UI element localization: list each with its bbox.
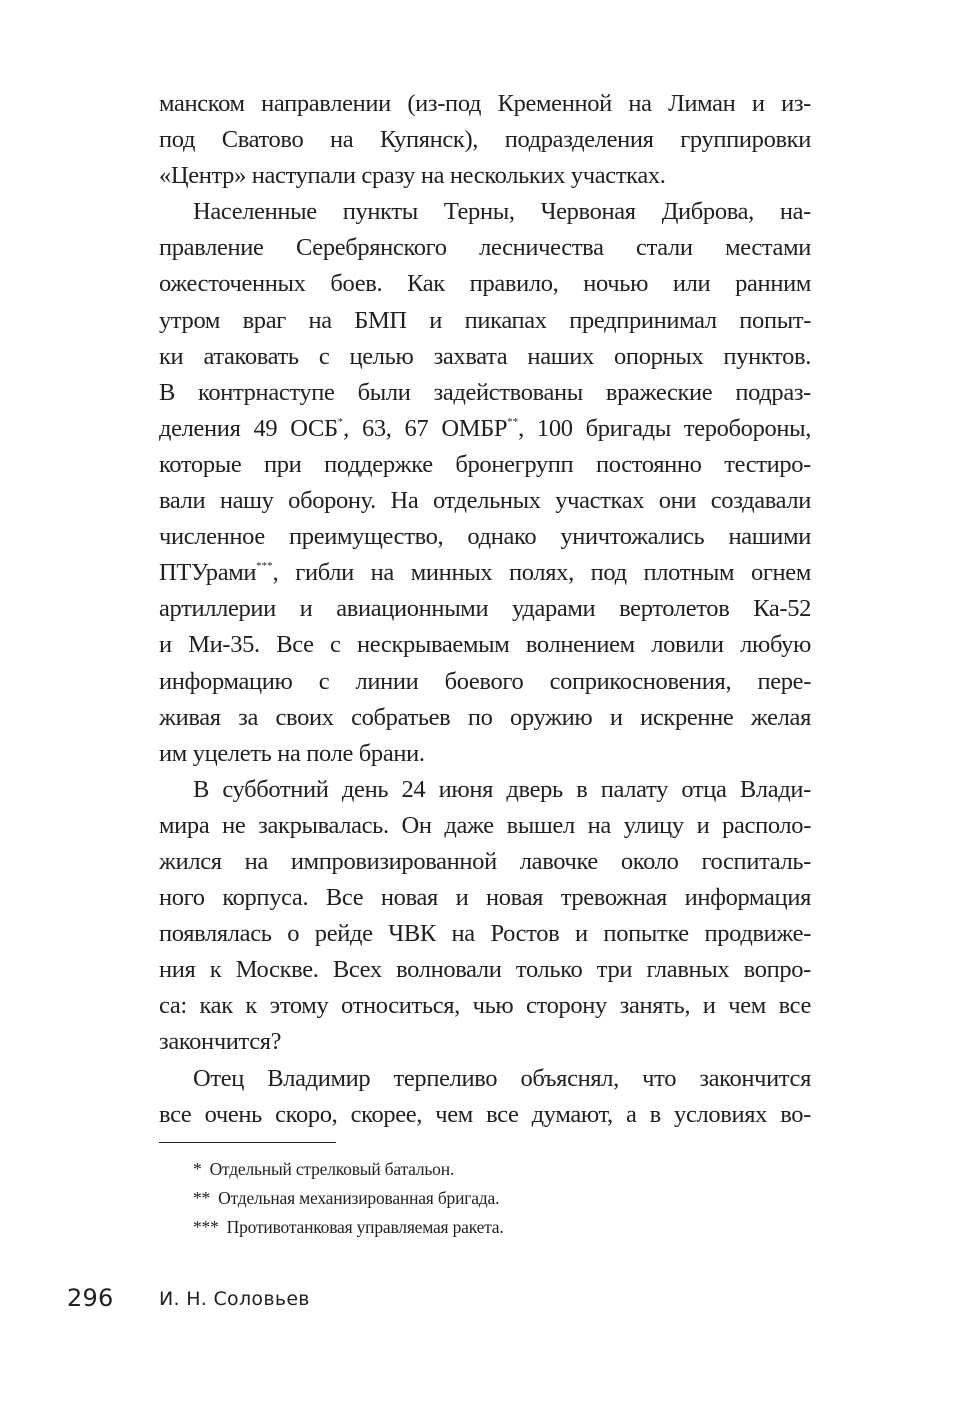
paragraph-1 [159,86,811,194]
text-line: ного корпуса. Все новая и новая тревожная информация [159,884,811,912]
text-line-with-footnote [159,555,811,591]
text-line: Населенные пункты Терны, Червоная Диброва, на- [193,198,811,226]
text-line: манском направлении (из-под Кременной на Лиман и из- [159,90,811,117]
page-number: 296 [67,1284,114,1312]
text-line: правление Серебрянского лесничества стали местами [159,234,811,262]
paragraph-2 [159,194,811,772]
footnote-3 [193,1213,504,1242]
text-line: Отец Владимир терпеливо объяснял, что закончится [193,1064,811,1092]
page-body [159,86,811,1133]
text-line: ния к Москве. Всех волновали только три главных вопро- [159,956,811,984]
footnote-mark: * [193,1159,202,1179]
text-line: В субботний день 24 июня дверь в палату отца Влади- [193,775,811,803]
text-line: жился на импровизированной лавочке около госпиталь- [159,847,811,875]
footnote-ref-2[interactable]: ** [507,415,519,428]
text-line: все очень скоро, скорее, чем все думают, а в условиях во- [159,1100,811,1128]
running-head-author: И. Н. Соловьев [159,1288,310,1310]
text-line: им уцелеть на поле брани. [159,739,425,767]
text-line: ки атаковать с целью захвата наших опорных пунктов. [159,342,811,370]
text-line: са: как к этому относиться, чью сторону занять, и чем все [159,992,811,1020]
text-run: , 100 бригады теробороны, [518,414,812,442]
footnote-1 [193,1155,504,1184]
footnote-separator-rule [159,1142,336,1143]
text-line: и Ми-35. Все с нескрываемым волнением ловили любую [159,631,811,659]
footnote-ref-3[interactable]: *** [256,560,273,573]
footnote-text: Противотанковая управляемая ракета. [226,1217,504,1237]
text-line: появлялась о рейде ЧВК на Ростов и попытке продвиже- [159,920,811,948]
footnote-text: Отдельная механизированная бригада. [218,1188,500,1208]
text-line: закончится? [159,1028,282,1056]
text-run: , гибли на минных полях, под плотным огнем [272,559,811,587]
text-line: которые при поддержке бронегрупп постоянно тестиро- [159,450,811,478]
text-line: живая за своих собратьев по оружию и искренне желая [159,703,811,731]
text-run: , 63, 67 ОМБР [343,414,508,442]
paragraph-3 [159,772,811,1061]
text-line: В контрнаступе были задействованы вражеские подраз- [159,378,811,406]
text-line: вали нашу оборону. На отдельных участках они создавали [159,487,811,515]
text-run: ПТУрами [159,559,257,587]
text-run: деления 49 ОСБ [159,414,338,442]
text-line: артиллерии и авиационными ударами вертолетов Ка-52 [159,595,811,623]
footnote-mark: ** [193,1188,211,1208]
text-line: информацию с линии боевого соприкосновения, пере- [159,667,811,695]
text-line: численное преимущество, однако уничтожались нашими [159,523,811,551]
footnote-text: Отдельный стрелковый батальон. [209,1159,455,1179]
text-line: под Сватово на Купянск), подразделения группировки [159,126,811,154]
footnotes [193,1155,504,1242]
text-line-with-footnotes [159,411,811,447]
footnote-mark: *** [193,1217,219,1237]
footnote-ref-1[interactable]: * [337,415,344,428]
paragraph-4 [159,1061,811,1133]
footnote-2 [193,1184,504,1213]
text-line: ожесточенных боев. Как правило, ночью или ранним [159,270,811,298]
text-line: утром враг на БМП и пикапах предпринимал попыт- [159,306,811,334]
text-line: мира не закрывалась. Он даже вышел на улицу и располо- [159,811,811,839]
text-line: «Центр» наступали сразу на нескольких участках. [159,162,666,190]
